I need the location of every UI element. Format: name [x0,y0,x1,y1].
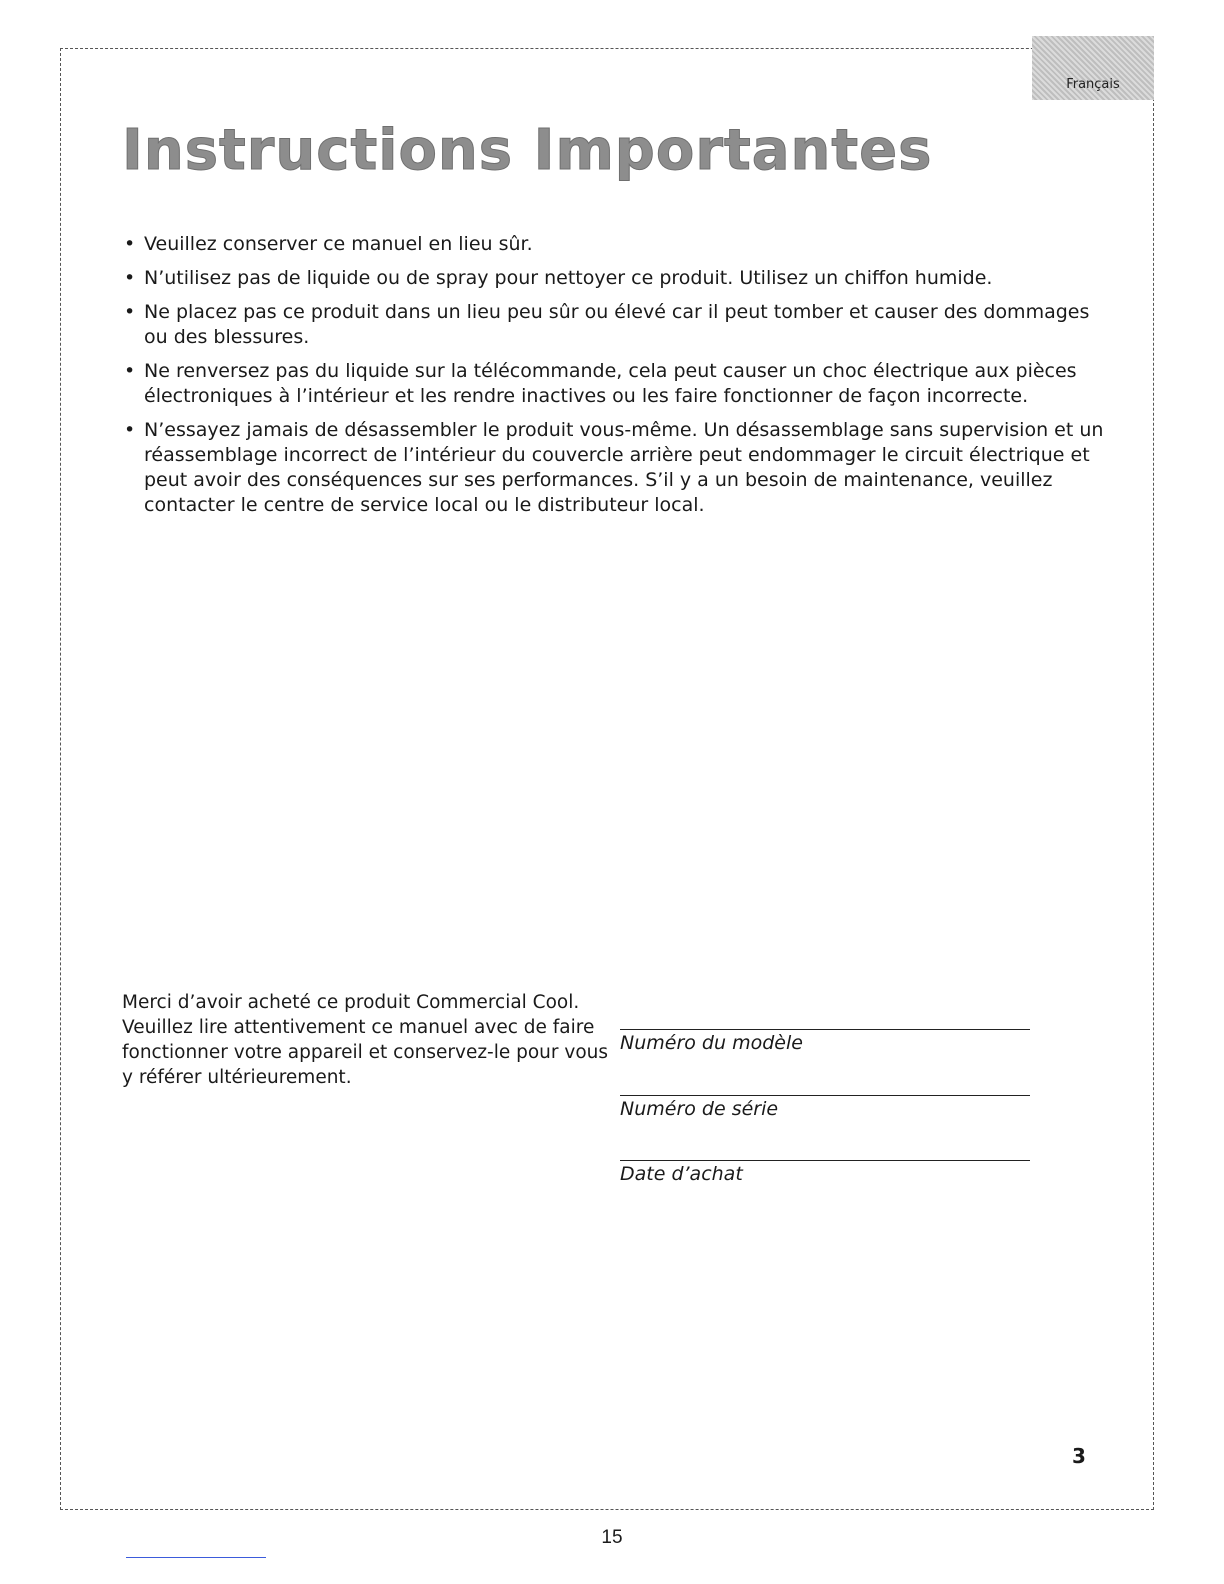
purchase-date-line [620,1160,1030,1161]
instruction-item: • Ne renversez pas du liquide sur la télécommande, cela peut causer un choc électrique aux pièces électroniques à l’intérieur et les rendre inactives ou les faire fonctionner de façon incorrecte. [122,359,1112,409]
thanks-paragraph: Merci d’avoir acheté ce produit Commercial Cool. Veuillez lire attentivement ce manuel avec de faire fonctionner votre appareil et conservez-le pour vous y référer ultérieurement. [122,992,609,1088]
instruction-item: • N’utilisez pas de liquide ou de spray pour nettoyer ce produit. Utilisez un chiffon humide. [122,266,1112,291]
instruction-item: • N’essayez jamais de désassembler le produit vous-même. Un désassemblage sans supervision et un réassemblage incorrect de l’intérieur du couvercle arrière peut endommager le circuit électrique et peut avoir des conséquences sur ses performances. S’il y a un besoin de maintenance, veuillez contacter le centre de service local ou le distributeur local. [122,418,1112,518]
page-number: 15 [601,1527,623,1548]
serial-number-field [620,1095,1030,1120]
serial-number-label: Numéro de série [620,1098,779,1120]
purchase-date-label: Date d’achat [620,1163,743,1185]
serial-number-line [620,1095,1030,1096]
purchase-date-field [620,1160,1030,1185]
page-title: Instructions Importantes [122,118,933,183]
model-number-field [620,1029,1030,1054]
language-label: Français [1066,77,1120,92]
model-number-label: Numéro du modèle [620,1032,803,1054]
language-tab [1032,36,1154,100]
instruction-item: • Veuillez conserver ce manuel en lieu sûr. [122,232,1112,257]
instructions-list [122,232,1112,527]
instruction-item: • Ne placez pas ce produit dans un lieu peu sûr ou élevé car il peut tomber et causer des dommages ou des blessures. [122,300,1112,350]
footer-rule [126,1557,266,1558]
model-number-line [620,1029,1030,1030]
section-page-number: 3 [1072,1444,1086,1468]
